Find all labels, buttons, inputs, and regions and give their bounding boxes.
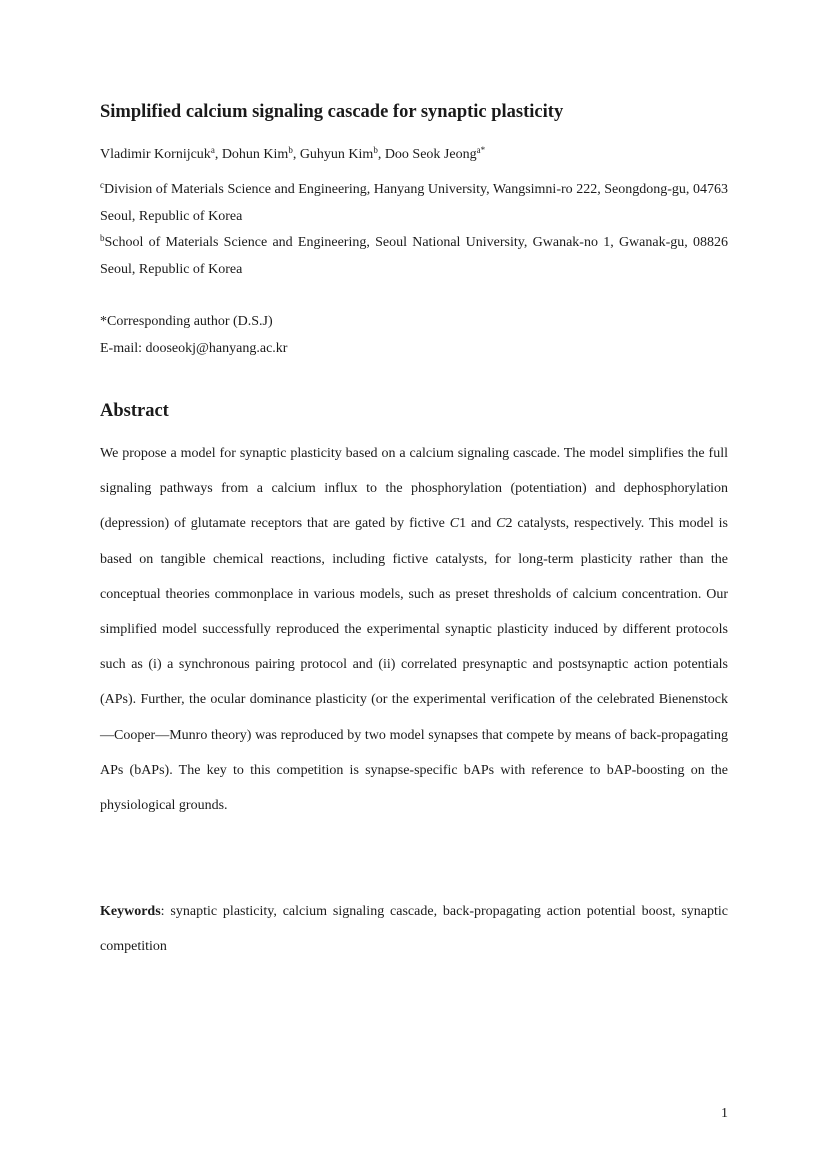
keywords-text: : synaptic plasticity, calcium signaling cascade, back-propagating action potential boost, synaptic competition <box>100 904 728 955</box>
author-3: Guhyun Kim$^b$, <box>299 145 385 162</box>
corresponding-author <box>100 309 728 362</box>
author-1: Vladimir Kornijcuk$^a$, <box>100 145 222 162</box>
affiliation-a <box>100 177 728 230</box>
catalyst-c1-symbol: C <box>449 516 460 532</box>
keywords <box>100 894 728 964</box>
affiliation-b-marker: b <box>100 233 105 243</box>
affiliation-b-text: School of Materials Science and Engineering, Seoul National University, Gwanak-no 1, Gwanak-gu, 08826 Seoul, Republic of Korea <box>100 235 728 277</box>
catalyst-c2-symbol: C <box>496 516 506 532</box>
corresponding-email: E-mail: dooseokj@hanyang.ac.kr <box>100 340 288 356</box>
abstract-text: We propose a model for synaptic plasticity based on a calcium signaling cascade. The model simplifies the full signaling pathways from a calcium influx to the phosphorylation (potentiation) and dephosphorylation (depression) of glutamate receptors that are gated by fictive C1 and C2 catalysts, respectively. This model is based on tangible chemical reactions, including fictive catalysts, for long-term plasticity rather than the conceptual theories commonplace in various models, such as preset thresholds of calcium concentration. Our simplified model successfully reproduced the experimental synaptic plasticity induced by different protocols such as (i) a synchronous pairing protocol and (ii) correlated presynaptic and postsynaptic action potentials (APs). Further, the ocular dominance plasticity (or the experimental verification of the celebrated Bienenstock—Cooper—Munro theory) was reproduced by two model synapses that compete by means of back-propagating APs (bAPs). The key to this competition is synapse-specific bAPs with reference to bAP-boosting on the physiological grounds. <box>100 446 728 814</box>
keywords-label: Keywords <box>100 904 161 919</box>
affiliation-a-marker: c <box>100 180 104 190</box>
corresponding-author-line: *Corresponding author (D.S.J) <box>100 314 273 329</box>
abstract-heading: Abstract <box>100 401 169 421</box>
affiliation-a-text: Division of Materials Science and Engineering, Hanyang University, Wangsimni-ro 222, Seongdong-gu, 04763 Seoul, Republic of Korea <box>100 182 728 224</box>
affiliation-b <box>100 230 728 283</box>
author-list <box>100 145 728 165</box>
author-2: Dohun Kim$^b$, <box>221 145 300 162</box>
page-number: 1 <box>721 1106 728 1121</box>
paper-title: Simplified calcium signaling cascade for synaptic plasticity <box>100 102 564 122</box>
author-4: Doo Seok Jeong$^{a*}$ <box>384 145 486 162</box>
